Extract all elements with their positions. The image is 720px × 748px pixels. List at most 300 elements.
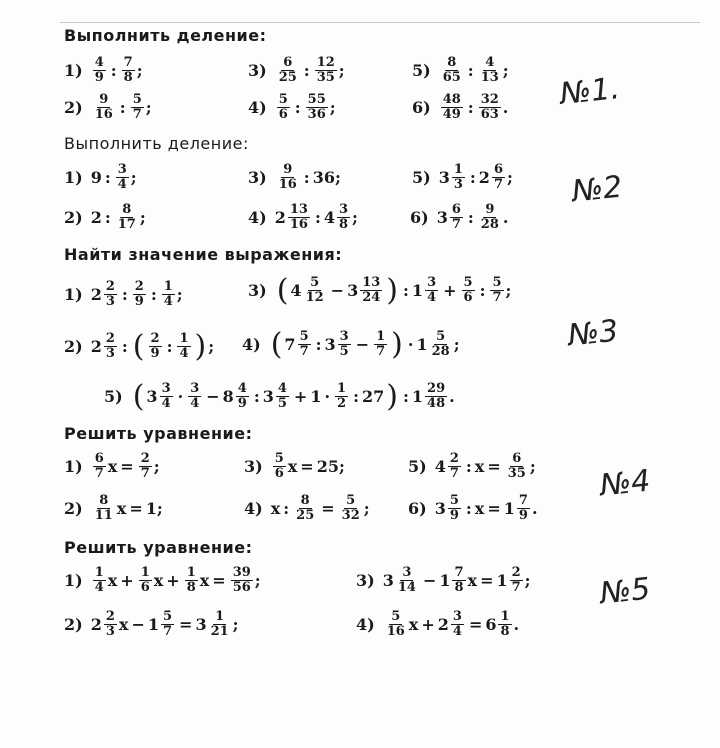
operator: : [315,335,322,354]
fraction [122,56,135,85]
term: 25; [316,457,345,476]
parenthesis: ) [391,326,403,362]
term: ; [145,98,152,117]
fraction [479,56,501,85]
term: ; [338,61,345,80]
denominator: 8 [123,70,133,85]
problem-5-4 [356,610,519,639]
fraction [385,610,407,639]
handwritten-mark-2: №2 [570,169,624,210]
denominator: 4 [94,580,104,595]
problem-2-2 [64,203,146,232]
operator: = [468,615,483,634]
fraction [133,280,146,309]
term: 3 [324,335,336,354]
term: 1; [145,499,163,518]
numerator: 7 [123,55,133,70]
section-1-heading: Выполнить деление: [64,26,267,45]
term: ; [208,337,215,356]
problem-4-5 [408,452,536,481]
problem-number: 2) [64,208,83,227]
problem-1-5 [412,56,509,85]
problem-3-4 [242,326,460,362]
operator: = [487,499,501,518]
handwritten-mark-1: №1. [558,70,622,113]
term: 1 [416,335,428,354]
numerator: 6 [493,162,503,177]
term: 1 [411,281,424,300]
term: 1 [411,387,424,406]
denominator: 9 [150,346,160,361]
denominator: 6 [463,290,473,305]
numerator: 4 [277,381,287,396]
fraction [374,330,387,359]
operator: + [166,571,180,590]
problem-2-3 [248,163,341,192]
denominator: 14 [397,580,416,595]
fraction [425,276,438,305]
term: ; [363,499,370,518]
term: ; [136,61,143,80]
denominator: 8 [454,580,464,595]
numerator: 1 [163,279,173,294]
operator: = [179,615,193,634]
term: x [116,499,127,518]
denominator: 35 [507,466,526,481]
term: 8 [222,387,234,406]
operator: : [121,337,128,356]
term: ; [506,168,513,187]
numerator: 8 [447,55,457,70]
operator: : [465,499,472,518]
fraction [337,203,350,232]
term: 2 [437,615,449,634]
numerator: 1 [376,329,386,344]
denominator: 16 [94,107,113,122]
fraction [510,566,523,595]
fraction [396,566,418,595]
numerator: 8 [122,202,132,217]
term: x [107,457,118,476]
fraction [452,163,465,192]
numerator: 5 [436,329,446,344]
numerator: 3 [338,202,349,217]
term: 36; [312,168,341,187]
fraction [160,382,173,411]
denominator: 7 [493,177,503,192]
numerator: 3 [339,329,349,344]
term: 2 [90,285,102,304]
operator: : [467,98,474,117]
parenthesis: ) [386,272,399,308]
operator: · [407,335,414,354]
parenthesis: ( [276,272,289,308]
numerator: 3 [452,609,462,624]
denominator: 4 [161,396,171,411]
fraction [188,382,201,411]
fraction [93,93,115,122]
fraction [452,566,465,595]
term: 1 [503,499,515,518]
problem-5-1 [64,566,261,595]
numerator: 1 [500,609,510,624]
section-4-heading: Решить уравнение: [64,424,253,443]
term: x [107,571,118,590]
term: 3 [347,281,359,300]
problem-1-4 [248,93,336,122]
problem-number: 4) [248,208,267,227]
handwritten-mark-4: №4 [598,463,652,504]
operator: : [110,61,117,80]
numerator: 13 [289,202,308,217]
term: x [153,571,164,590]
fraction [506,452,528,481]
fraction [277,163,299,192]
numerator: 8 [300,493,310,508]
operator: = [300,457,314,476]
term: ; [502,61,509,80]
operator: · [177,387,184,406]
denominator: 5 [277,396,287,411]
term: 3 [382,571,394,590]
term: ; [130,168,137,187]
denominator: 4 [179,346,189,361]
problem-1-1 [64,56,143,85]
problem-number: 2) [64,499,83,518]
term: 3 [146,387,158,406]
operator: = [129,499,143,518]
problem-number: 1) [64,61,83,80]
term: ; [529,457,536,476]
term: ; [453,335,460,354]
fraction [315,56,337,85]
fraction [298,330,311,359]
operator: : [283,499,290,518]
problem-4-3 [244,452,345,481]
problem-3-1 [64,280,183,309]
denominator: 25 [296,508,315,523]
operator: : [104,208,111,227]
problem-number: 6) [412,98,431,117]
numerator: 1 [337,381,347,396]
operator: = [487,457,501,476]
problem-number: 4) [356,615,375,634]
operator: : [353,387,359,406]
parenthesis: ) [194,328,207,364]
top-divider [60,22,700,23]
numerator: 5 [278,92,288,107]
numerator: 5 [492,275,502,290]
problem-3-3 [248,272,512,308]
term: . [513,615,520,634]
term: 1 [439,571,451,590]
denominator: 5 [339,344,349,359]
term: 7 [284,335,296,354]
numerator: 2 [105,279,115,294]
operator: − [355,335,370,354]
fraction [104,280,117,309]
section-5-heading: Решить уравнение: [64,538,253,557]
denominator: 3 [105,294,115,309]
term: 2 [478,168,490,187]
problem-3-5 [104,378,455,414]
numerator: 7 [518,493,528,508]
denominator: 35 [316,70,335,85]
numerator: 9 [99,92,109,107]
numerator: 5 [299,329,309,344]
parenthesis: ) [386,378,398,414]
numerator: 55 [307,92,326,107]
fraction [93,452,106,481]
numerator: 5 [162,609,173,624]
numerator: 2 [134,279,144,294]
numerator: 5 [274,451,284,466]
operator: : [303,168,310,187]
fraction [288,203,310,232]
fraction [517,494,530,523]
fraction [490,276,503,305]
operator: + [443,281,457,300]
denominator: 17 [117,217,136,232]
operator: + [293,387,308,406]
term: . [502,98,509,117]
fraction [162,280,175,309]
fraction [276,382,289,411]
fraction [448,452,461,481]
numerator: 5 [346,493,356,508]
fraction [131,93,144,122]
numerator: 1 [453,162,463,177]
operator: : [104,168,111,187]
operator: : [402,387,409,406]
problem-4-2 [64,494,163,523]
problem-number: 1) [64,571,83,590]
problem-2-6 [410,203,508,232]
operator: : [467,208,474,227]
problem-number: 4) [242,335,261,354]
denominator: 7 [162,624,173,639]
operator: − [131,615,145,634]
fraction [139,566,152,595]
fraction [116,203,138,232]
problem-4-4 [244,494,370,523]
numerator: 6 [94,451,104,466]
numerator: 3 [402,565,412,580]
denominator: 7 [132,107,142,122]
operator: = [480,571,494,590]
term: 3 [436,208,448,227]
term: 2 [90,337,102,356]
fraction [93,56,106,85]
numerator: 13 [362,275,381,290]
term: x [287,457,298,476]
fraction [338,330,351,359]
section-3-heading: Найти значение выражения: [64,245,343,264]
handwritten-mark-5: №5 [598,571,652,612]
operator: : [469,168,476,187]
denominator: 63 [480,107,499,122]
operator: + [421,615,435,634]
problem-number: 4) [244,499,263,518]
operator: : [150,285,157,304]
problem-number: 5) [104,387,123,406]
fraction [93,566,106,595]
problem-1-2 [64,93,152,122]
numerator: 6 [451,202,461,217]
denominator: 7 [94,466,104,481]
numerator: 2 [150,331,160,346]
fraction [498,610,511,639]
denominator: 4 [452,624,462,639]
term: ; [505,281,512,300]
problem-number: 1) [64,457,83,476]
fraction [185,566,198,595]
denominator: 4 [190,396,200,411]
problem-number: 3) [356,571,375,590]
operator: : [467,61,474,80]
denominator: 28 [480,217,499,232]
fraction [273,452,286,481]
term: ; [524,571,531,590]
denominator: 4 [117,177,127,192]
denominator: 9 [518,508,528,523]
term: ; [232,615,239,634]
numerator: 1 [94,565,104,580]
fraction [209,610,231,639]
numerator: 5 [310,275,320,290]
numerator: 12 [316,55,335,70]
denominator: 12 [305,290,324,305]
fraction [448,494,461,523]
numerator: 3 [427,275,437,290]
term: 2 [274,208,286,227]
problem-number: 5) [412,61,431,80]
term: 6 [485,615,497,634]
numerator: 39 [232,565,251,580]
problem-1-3 [248,56,345,85]
fraction [335,382,348,411]
term: x [199,571,210,590]
numerator: 3 [161,381,171,396]
term: . [531,499,538,518]
term: ; [176,285,183,304]
problem-number: 1) [64,285,83,304]
fraction [294,494,316,523]
numerator: 8 [99,493,109,508]
denominator: 3 [105,346,115,361]
fraction [340,494,362,523]
parenthesis: ( [270,326,283,362]
fraction [236,382,249,411]
numerator: 3 [190,381,200,396]
fraction [306,93,328,122]
term: ; [329,98,336,117]
term: 4 [434,457,446,476]
numerator: 1 [179,331,189,346]
term: . [502,208,509,227]
denominator: 65 [442,70,461,85]
denominator: 7 [492,290,502,305]
operator: : [119,98,126,117]
numerator: 6 [512,451,522,466]
fraction [462,276,475,305]
denominator: 9 [237,396,247,411]
numerator: 4 [237,381,247,396]
problem-3-2 [64,328,215,364]
fraction [104,610,117,639]
problem-number: 3) [248,168,267,187]
denominator: 7 [299,344,309,359]
fraction [479,203,501,232]
parenthesis: ( [132,328,145,364]
numerator: 6 [283,55,293,70]
operator: : [479,281,486,300]
section-2-heading: Выполнить деление: [64,134,249,153]
problem-number: 3) [248,61,267,80]
term: 27 [362,387,385,406]
denominator: 56 [232,580,251,595]
denominator: 3 [105,624,115,639]
denominator: 21 [210,624,229,639]
term: 2 [90,615,102,634]
operator: = [321,499,335,518]
fraction [177,332,190,361]
term: 1 [147,615,159,634]
operator: : [403,281,409,300]
denominator: 11 [94,508,113,523]
problem-4-1 [64,452,160,481]
problem-number: 2) [64,98,83,117]
numerator: 5 [449,493,459,508]
problem-2-1 [64,163,137,192]
numerator: 29 [427,381,446,396]
fraction [139,452,152,481]
denominator: 7 [140,466,150,481]
denominator: 9 [134,294,144,309]
numerator: 5 [132,92,142,107]
operator: − [330,281,345,300]
operator: : [294,98,301,117]
numerator: 9 [485,202,495,217]
fraction [161,610,174,639]
numerator: 2 [140,451,150,466]
denominator: 13 [480,70,499,85]
problem-number: 3) [244,457,263,476]
term: 2 [90,208,102,227]
operator: : [465,457,472,476]
problem-5-2 [64,610,239,639]
problem-number: 2) [64,337,83,356]
fraction [360,276,382,305]
term: x [474,499,485,518]
denominator: 6 [278,107,288,122]
problem-1-6 [412,93,508,122]
denominator: 16 [289,217,308,232]
operator: + [120,571,134,590]
numerator: 2 [511,565,521,580]
numerator: 7 [454,565,464,580]
term: x [118,615,129,634]
denominator: 28 [431,344,450,359]
fraction [277,56,299,85]
problem-number: 2) [64,615,83,634]
problem-number: 5) [408,457,427,476]
fraction [231,566,253,595]
fraction [149,332,162,361]
numerator: 1 [215,609,225,624]
numerator: 2 [105,331,115,346]
operator: − [206,387,220,406]
